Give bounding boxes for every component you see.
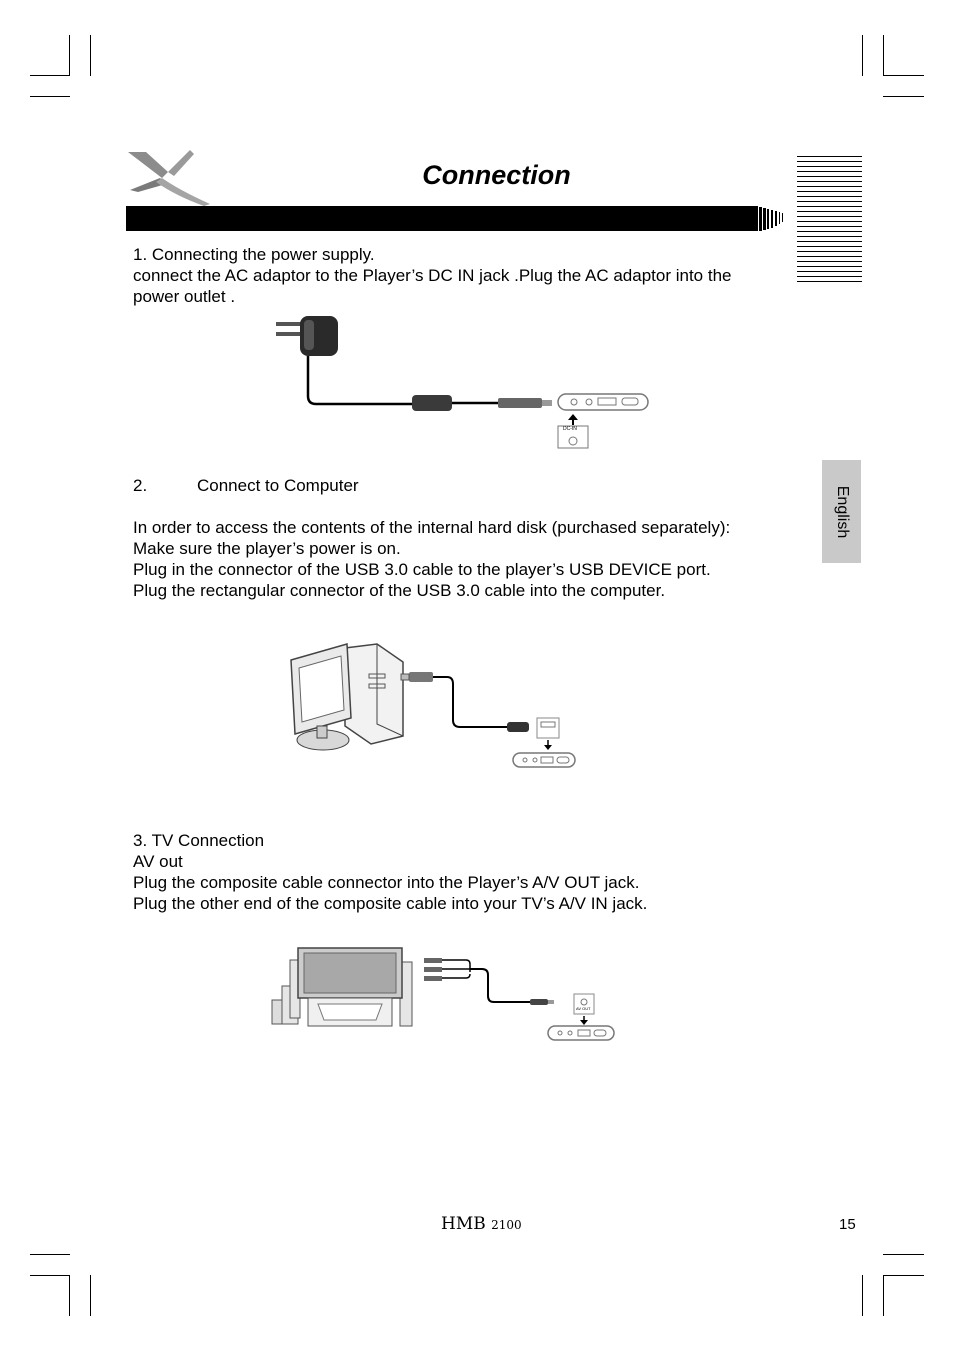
- dc-in-label: DC-IN: [563, 426, 577, 432]
- section-2-line: Plug in the connector of the USB 3.0 cable to the player’s USB DEVICE port.: [133, 560, 711, 579]
- page-number: 15: [839, 1216, 856, 1233]
- section-2-line: Make sure the player’s power is on.: [133, 539, 401, 558]
- section-2-heading: Connect to Computer: [197, 476, 359, 495]
- section-2-number: 2.: [133, 476, 148, 495]
- section-3-line: Plug the composite cable connector into the Player’s A/V OUT jack.: [133, 873, 640, 892]
- computer-usb-connection-diagram: [285, 638, 585, 772]
- section-2-line: In order to access the contents of the internal hard disk (purchased separately):: [133, 518, 731, 537]
- x-brand-logo-icon: [124, 148, 214, 208]
- power-adapter-connection-diagram: [270, 312, 655, 454]
- stripe-decoration: [797, 156, 862, 286]
- av-out-label: AV OUT: [576, 1006, 591, 1011]
- section-1-heading: 1. Connecting the power supply.: [133, 245, 375, 264]
- title-bar: [126, 206, 756, 231]
- bar-fade-pattern: [754, 206, 788, 231]
- language-tab-label: English: [833, 485, 851, 538]
- section-3-line: Plug the other end of the composite cable into your TV’s A/V IN jack.: [133, 894, 648, 913]
- language-tab: [822, 460, 861, 563]
- section-3-heading: 3. TV Connection: [133, 831, 265, 850]
- model-name-text: HMB: [441, 1214, 486, 1234]
- section-3-subheading: AV out: [133, 852, 183, 871]
- tv-av-connection-diagram: [268, 942, 620, 1046]
- model-number: 2100: [491, 1218, 522, 1232]
- section-1-line: power outlet .: [133, 287, 236, 306]
- page-title: Connection: [422, 160, 571, 190]
- model-name: [441, 1214, 522, 1234]
- section-1-line: connect the AC adaptor to the Player’s DC IN jack .Plug the AC adaptor into the: [133, 266, 732, 285]
- section-2-line: Plug the rectangular connector of the USB 3.0 cable into the computer.: [133, 581, 666, 600]
